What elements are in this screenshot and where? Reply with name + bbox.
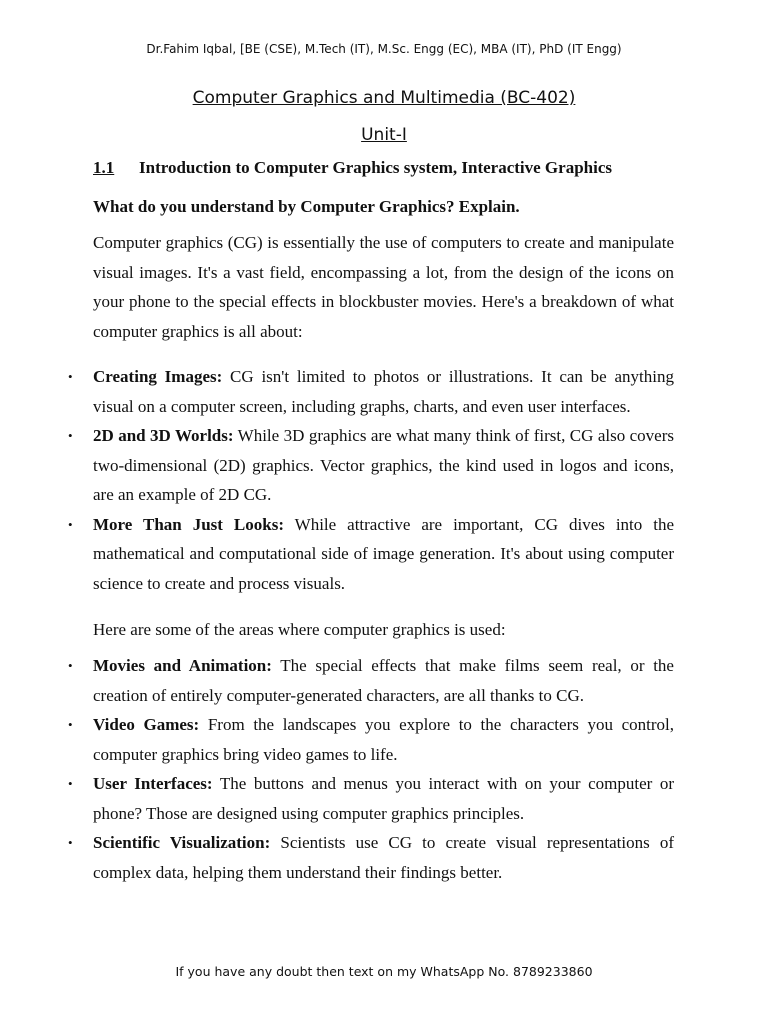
areas-list [68, 651, 675, 887]
question-heading: What do you understand by Computer Graphics? Explain. [93, 197, 520, 216]
list-item-term: Scientific Visualization: [93, 833, 271, 852]
bullet-icon: • [68, 717, 73, 732]
list-item [68, 828, 674, 887]
unit-heading: Unit-I [361, 125, 407, 145]
bullet-icon: • [68, 776, 73, 791]
list-item [68, 510, 675, 599]
bullet-icon: • [68, 369, 73, 384]
list-item-text: While 3D graphics are what many think of first, CG also covers two-dimensional (2D) graphics. Vector graphics, the kind used in logos and icons, are an example of 2D CG. [93, 426, 675, 504]
list-item [68, 710, 674, 769]
bullet-icon: • [68, 658, 73, 673]
list-item-text: CG isn't limited to photos or illustrations. It can be anything visual on a computer screen, including graphs, charts, and even user interfaces. [93, 367, 674, 416]
list-item-term: Movies and Animation: [93, 656, 272, 675]
list-item-text: While attractive are important, CG dives into the mathematical and computational side of image generation. It's about using computer science to create and process visuals. [93, 514, 675, 593]
section-title: Introduction to Computer Graphics system, Interactive Graphics [139, 158, 612, 177]
areas-intro: Here are some of the areas where computer graphics is used: [93, 620, 506, 639]
list-item-text: From the landscapes you explore to the characters you control, computer graphics bring video games to life. [93, 715, 674, 764]
list-item-text: The buttons and menus you interact with on your computer or phone? Those are designed using computer graphics principles. [93, 774, 675, 823]
bullet-icon: • [68, 835, 73, 850]
list-item-term: More Than Just Looks: [93, 514, 284, 534]
page-footer: If you have any doubt then text on my WhatsApp No. 8789233860 [175, 964, 593, 979]
list-item-term: Creating Images: [93, 367, 223, 386]
list-item-term: 2D and 3D Worlds: [93, 426, 234, 445]
list-item [68, 651, 674, 710]
bullet-icon: • [68, 428, 73, 443]
list-item [68, 362, 674, 421]
list-item-term: User Interfaces: [93, 774, 213, 793]
bullet-icon: • [68, 516, 73, 532]
list-item [68, 421, 675, 510]
section-heading [93, 158, 683, 178]
intro-paragraph: Computer graphics (CG) is essentially the use of computers to create and manipulate visual images. It's a vast field, encompassing a lot, from the design of the icons on your phone to the special effects in blockbuster movies. Here's a breakdown of what computer graphics is all about: [93, 233, 674, 341]
list-item-text: Scientists use CG to create visual representations of complex data, helping them understand their findings better. [93, 833, 674, 882]
document-title: Computer Graphics and Multimedia (BC-402) [192, 88, 576, 108]
list-item-term: Video Games: [93, 715, 200, 734]
list-item [68, 769, 675, 828]
about-list [68, 362, 675, 598]
page-header: Dr.Fahim Iqbal, [BE (CSE), M.Tech (IT), M.Sc. Engg (EC), MBA (IT), PhD (IT Engg) [146, 42, 622, 56]
list-item-text: The special effects that make films seem real, or the creation of entirely computer-generated characters, are all thanks to CG. [93, 656, 674, 705]
section-number: 1.1 [93, 158, 115, 177]
